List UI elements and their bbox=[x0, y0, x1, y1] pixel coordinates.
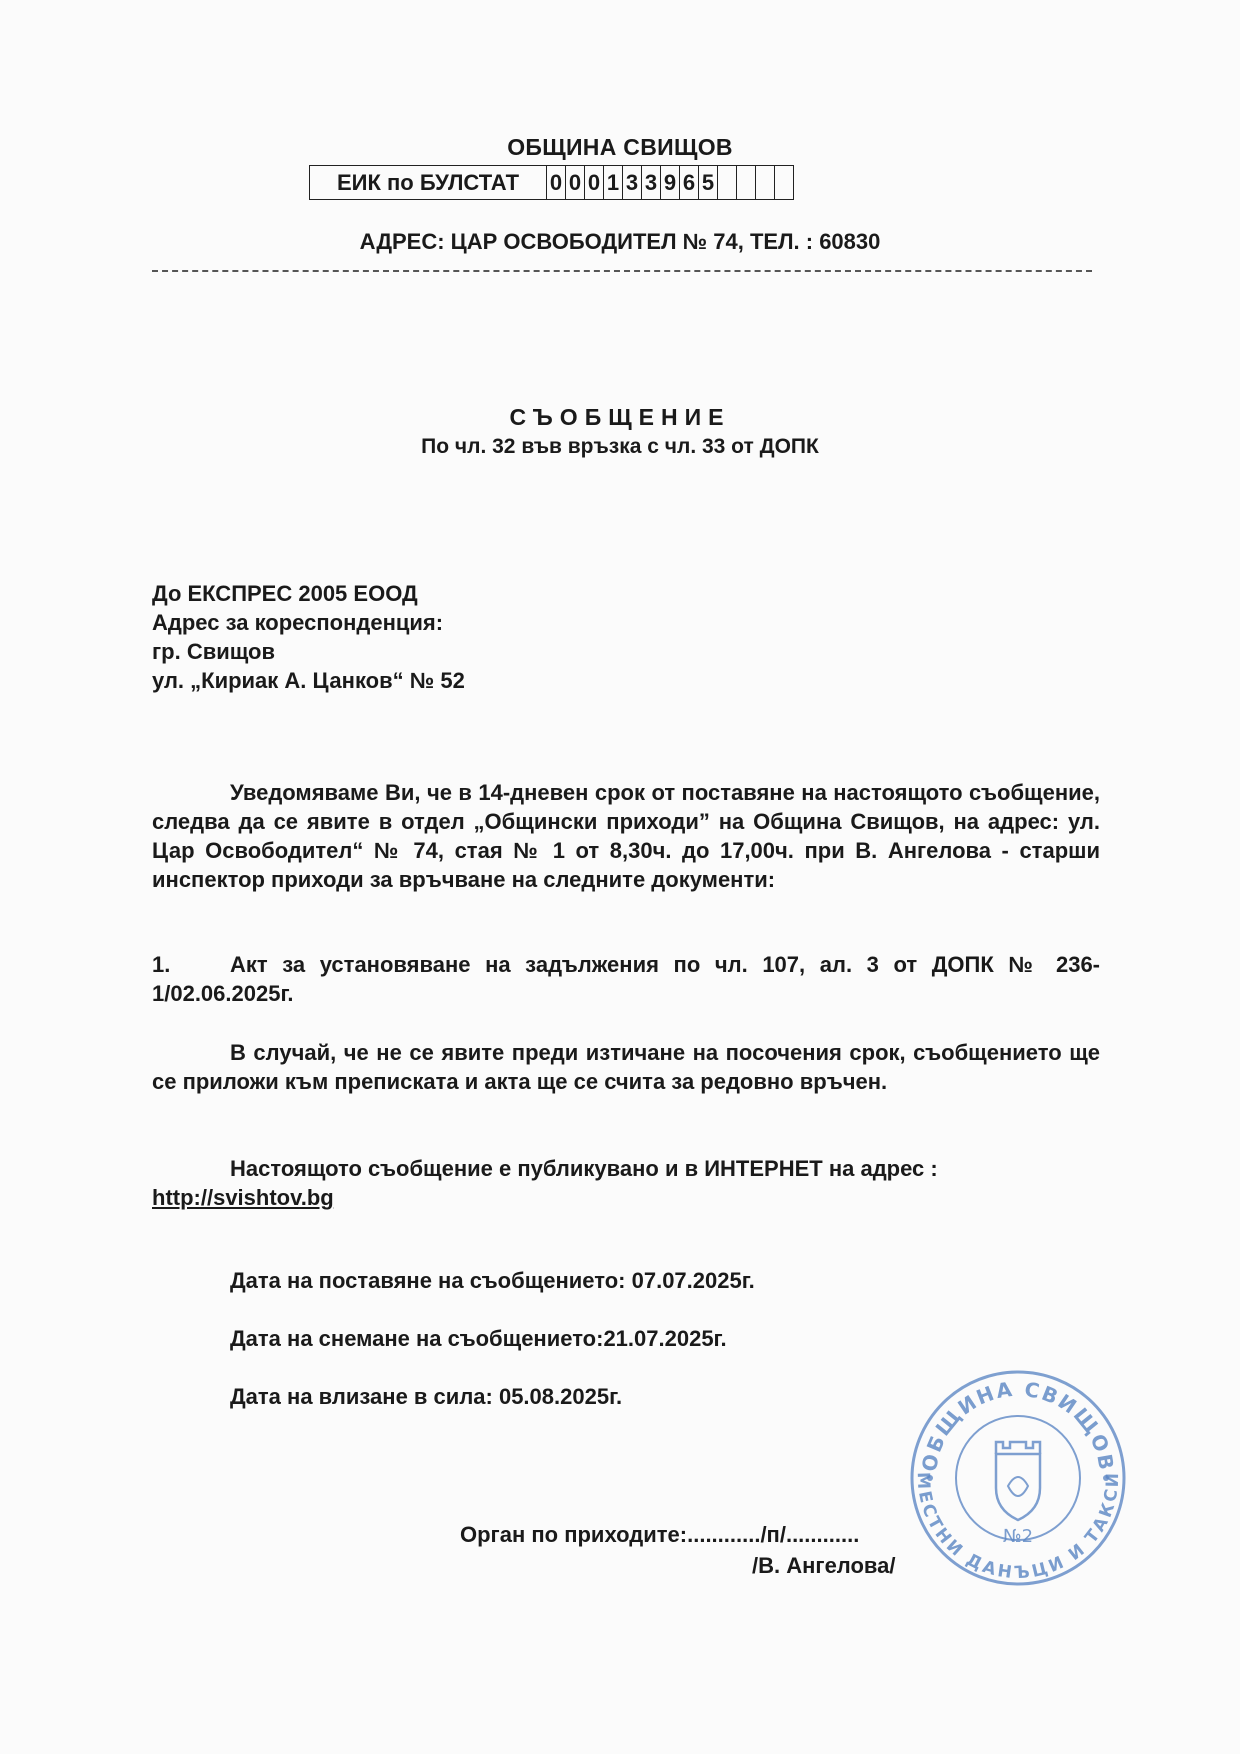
bulstat-digit: 0 bbox=[585, 166, 604, 200]
body-paragraph: В случай, че не се явите преди изтичане на посочения срок, съобщението ще се приложи към преписката и акта ще се счита за редовно връчен. bbox=[152, 1040, 1100, 1094]
addressee-line: гр. Свищов bbox=[152, 639, 275, 664]
bulstat-digit bbox=[775, 166, 794, 200]
bulstat-digit: 6 bbox=[680, 166, 699, 200]
date-removed: Дата на снемане на съобщението:21.07.2025г. bbox=[230, 1326, 727, 1351]
bulstat-digit: 0 bbox=[566, 166, 585, 200]
municipal-stamp bbox=[908, 1368, 1128, 1588]
stamp-bottom-text: МЕСТНИ ДАНЪЦИ И ТАКСИ bbox=[912, 1471, 1124, 1584]
bulstat-label: ЕИК по БУЛСТАТ bbox=[310, 166, 547, 200]
bulstat-digit: 3 bbox=[642, 166, 661, 200]
stamp-number: №2 bbox=[1002, 1526, 1034, 1547]
signature-name: /В. Ангелова/ bbox=[752, 1553, 896, 1578]
body-paragraph: Уведомяваме Ви, че в 14-дневен срок от поставяне на настоящото съобщение, следва да се явите в отдел „Общински приходи” на Община Свищов, на адрес: ул. Цар Освободител“ № 74, стая № 1 от 8,30ч. до 17,00ч. при В. Ангелова - старши инспектор приходи за връчване на следните документи: bbox=[152, 780, 1100, 892]
bulstat-digit bbox=[718, 166, 737, 200]
bulstat-digit: 0 bbox=[547, 166, 566, 200]
org-address: АДРЕС: ЦАР ОСВОБОДИТЕЛ № 74, ТЕЛ. : 60830 bbox=[359, 229, 881, 254]
addressee-name: До ЕКСПРЕС 2005 ЕООД bbox=[152, 581, 418, 606]
notice-title: СЪОБЩЕНИЕ bbox=[509, 404, 731, 430]
org-name: ОБЩИНА СВИЩОВ bbox=[507, 134, 733, 160]
bulstat-digit: 5 bbox=[699, 166, 718, 200]
body-paragraph-internet bbox=[152, 1154, 1100, 1212]
stamp-top-text: ОБЩИНА СВИЩОВ bbox=[916, 1376, 1119, 1474]
list-number: 1. bbox=[152, 952, 171, 977]
addressee-line: ул. „Кириак А. Цанков“ № 52 bbox=[152, 668, 465, 693]
addressee-block bbox=[152, 579, 465, 695]
body-paragraph: Настоящото съобщение е публикувано и в ИНТЕРНЕТ на адрес : bbox=[230, 1156, 938, 1181]
bulstat-digit bbox=[737, 166, 756, 200]
date-posted: Дата на поставяне на съобщението: 07.07.2025г. bbox=[230, 1268, 755, 1293]
bulstat-digit: 3 bbox=[623, 166, 642, 200]
bulstat-digit: 9 bbox=[661, 166, 680, 200]
list-item bbox=[152, 950, 1100, 1008]
addressee-line: Адрес за кореспонденция: bbox=[152, 610, 444, 635]
signature-line: Орган по приходите:............/п/............ bbox=[460, 1522, 860, 1547]
bulstat-table bbox=[309, 165, 794, 200]
notice-subtitle: По чл. 32 във връзка с чл. 33 от ДОПК bbox=[421, 435, 819, 458]
date-effective: Дата на влизане в сила: 05.08.2025г. bbox=[230, 1384, 623, 1409]
list-item-text: Акт за установяване на задължения по чл. 107, ал. 3 от ДОПК № 236-1/02.06.2025г. bbox=[152, 952, 1100, 1006]
separator-line bbox=[152, 270, 1092, 272]
bulstat-digit bbox=[756, 166, 775, 200]
bulstat-digit: 1 bbox=[604, 166, 623, 200]
website-link[interactable]: http://svishtov.bg bbox=[152, 1185, 334, 1210]
